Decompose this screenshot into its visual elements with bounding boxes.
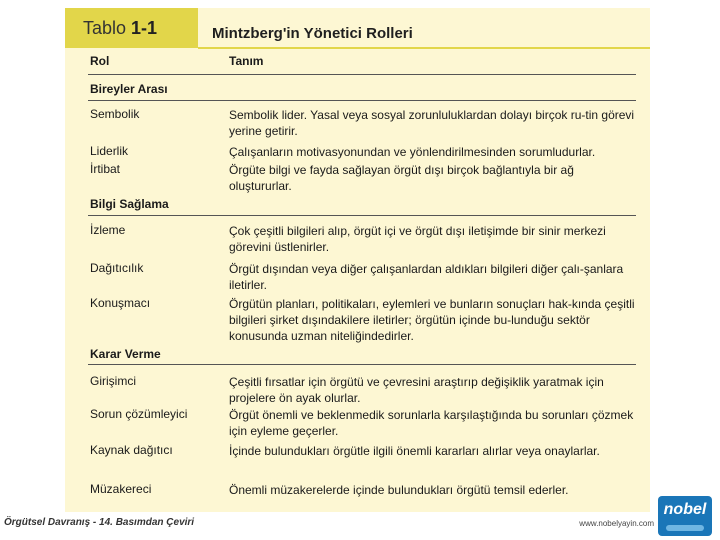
logo-swoosh [666, 525, 704, 531]
role-name: Müzakereci [90, 482, 152, 496]
header-rule [88, 74, 636, 75]
section-rule [88, 215, 636, 216]
role-definition: Sembolik lider. Yasal veya sosyal zorunluluklardan dolayı birçok ru-tin görevi yerine getirir. [229, 108, 635, 138]
logo-text: nobel [663, 501, 707, 518]
role-definition: Çalışanların motivasyonundan ve yönlendirilmesinden sorumludurlar. [229, 145, 596, 159]
role-definition: Örgütün planları, politikaları, eylemleri ve bunların sonuçları hak-kında çeşitli bilgileri şirket dışındakilere iletirler; örgütün içinde bu-lunduğu sektör konusunda uzman niteliğindedirler. [229, 297, 635, 343]
role-definition: İçinde bulundukları örgütle ilgili önemli kararları alırlar veya onaylarlar. [229, 444, 600, 458]
role-definition: Önemli müzakerelerde içinde bulundukları örgütü temsil ederler. [229, 483, 569, 497]
section-rule [88, 100, 636, 101]
role-name: İzleme [90, 223, 126, 237]
tab-label-number: 1-1 [131, 18, 158, 38]
section-rule [88, 364, 636, 365]
role-name: Kaynak dağıtıcı [90, 443, 173, 457]
section-heading: Bilgi Sağlama [90, 197, 169, 211]
section-heading: Karar Verme [90, 347, 161, 361]
title-rule [198, 47, 650, 49]
section-heading: Bireyler Arası [90, 82, 168, 96]
role-definition: Çeşitli fırsatlar için örgütü ve çevresini araştırıp değişiklik yaratmak için projelere ön ayak olurlar. [229, 375, 604, 405]
tab-label-prefix: Tablo [83, 18, 127, 38]
table-title: Mintzberg'in Yönetici Rolleri [212, 25, 413, 42]
role-name: Dağıtıcılık [90, 261, 144, 275]
publisher-url[interactable]: www.nobelyayin.com [579, 519, 654, 528]
role-definition: Çok çeşitli bilgileri alıp, örgüt içi ve örgüt dışı iletişimde bir sinir merkezi görevini üstlenirler. [229, 224, 606, 254]
column-header-definition: Tanım [229, 54, 264, 68]
role-name: Sorun çözümleyici [90, 407, 188, 421]
table-tab [65, 8, 198, 48]
role-name: Liderlik [90, 144, 129, 158]
column-header-role: Rol [90, 54, 110, 68]
role-name: Konuşmacı [90, 296, 151, 310]
publisher-logo [658, 496, 712, 536]
role-name: Sembolik [90, 107, 140, 121]
role-name: Girişimci [90, 374, 136, 388]
role-definition: Örgüt dışından veya diğer çalışanlardan aldıkları bilgileri diğer çalı-şanlara iletirler. [229, 262, 624, 292]
role-definition: Örgüt önemli ve beklenmedik sorunlarla karşılaştığında bu sorunları çözmek için eyleme geçerler. [229, 408, 634, 438]
role-name: İrtibat [90, 162, 121, 176]
book-title: Örgütsel Davranış - 14. Basımdan Çeviri [4, 517, 195, 528]
role-definition: Örgüte bilgi ve fayda sağlayan örgüt dışı birçok bağlantıyla bir ağ oluştururlar. [229, 163, 574, 193]
